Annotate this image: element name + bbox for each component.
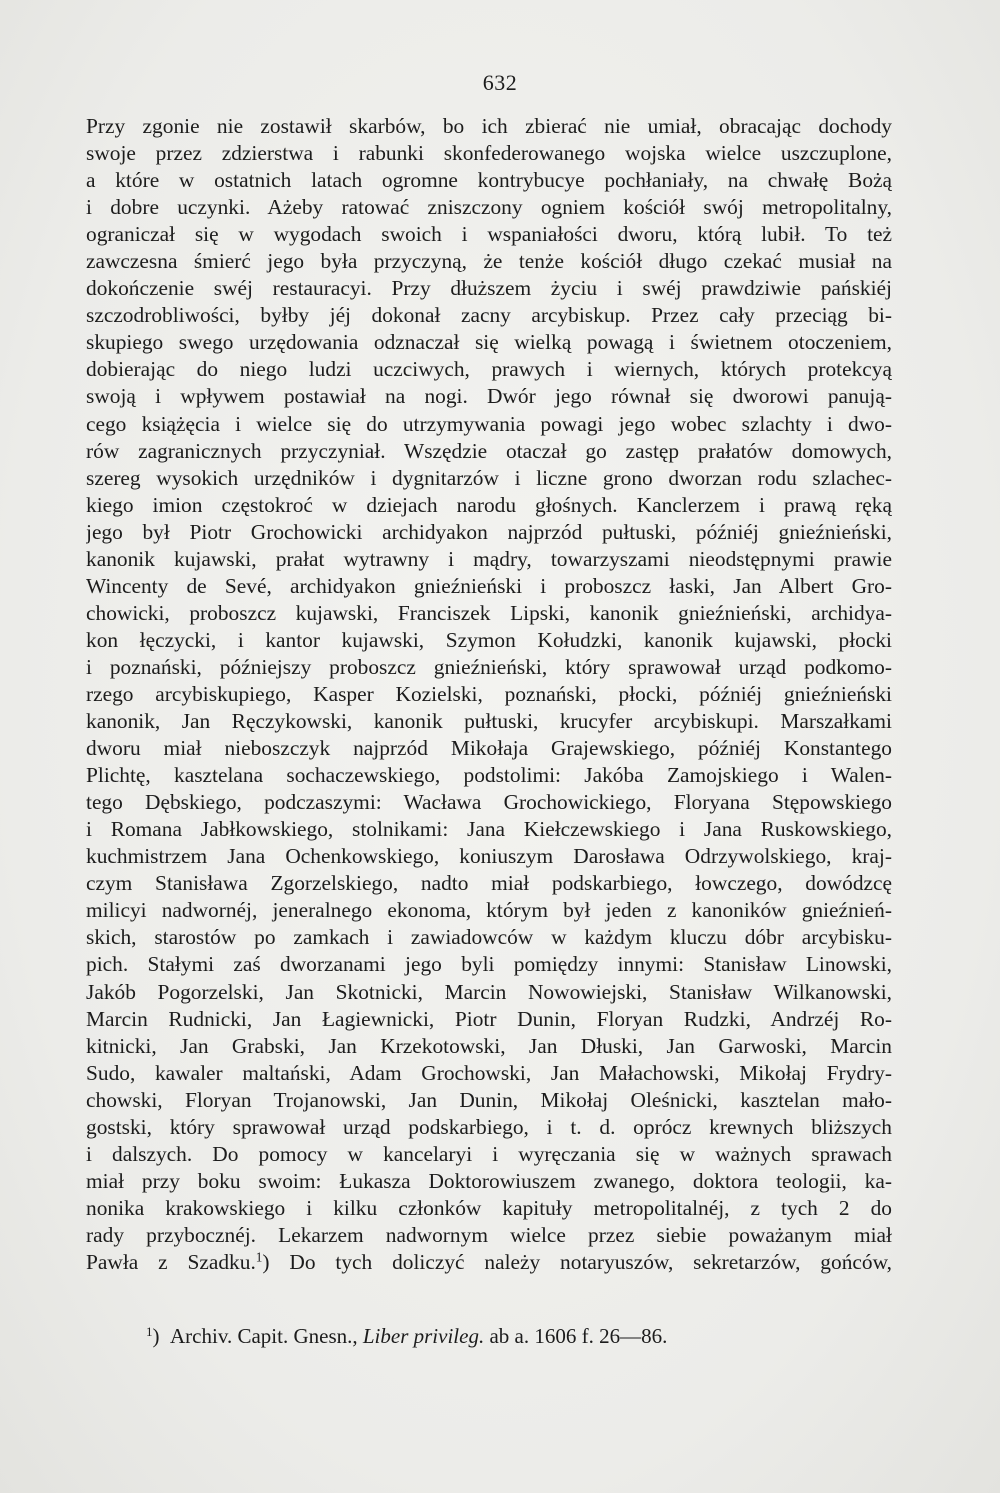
footnote-title: Liber privileg.: [362, 1324, 485, 1348]
footnote: $^1$) Archiv. Capit. Gnesn., Liber privileg. ab a. 1606 f. 26—86.: [146, 1323, 668, 1348]
text-line: zawczesna śmierć jego była przyczyną, że tenże kościół długo czekać musiał na: [86, 249, 892, 274]
footnote-source: Archiv. Capit. Gnesn.,: [170, 1324, 358, 1348]
text-line: kon łęczycki, i kantor kujawski, Szymon Kołudzki, kanonik kujawski, płocki: [86, 627, 892, 652]
text-line: rów zagranicznych przyczyniał. Wszędzie otaczał go zastęp prałatów domowych,: [86, 438, 892, 463]
text-line: swoją i wpływem postawiał na nogi. Dwór jego równał się dworowi panują-: [86, 384, 892, 409]
text-line: i dalszych. Do pomocy w kancelaryi i wyręczania się w ważnych sprawach: [86, 1141, 892, 1166]
text-line: kanonik kujawski, prałat wytrawny i mądry, towarzyszami nieodstępnymi prawie: [86, 546, 892, 571]
text-fragment: Do tych doliczyć należy notaryuszów, sekretarzów, gońców,: [289, 1249, 892, 1274]
text-line: Wincenty de Sevé, archidyakon gnieźnieński i proboszcz łaski, Jan Albert Gro-: [86, 573, 892, 598]
text-line: swoje przez zdzierstwa i rabunki skonfederowanego wojska wielce uszczuplone,: [86, 141, 892, 166]
text-line: cego książęcia i wielce się do utrzymywania powagi jego wobec szlachty i dwo-: [86, 411, 892, 436]
text-line: gostski, który sprawował urząd podskarbiego, i t. d. oprócz krewnych bliższych: [86, 1114, 892, 1139]
text-line: kanonik, Jan Ręczykowski, kanonik pułtuski, krucyfer arcybiskupi. Marszałkami: [86, 709, 892, 734]
text-line: chowicki, proboszcz kujawski, Franciszek Lipski, kanonik gnieźnieński, archidya-: [86, 600, 892, 625]
text-line: czym Stanisława Zgorzelskiego, nadto miał podskarbiego, łowczego, dowódzcę: [86, 871, 892, 896]
body-text: [86, 113, 892, 1276]
text-line: dworu miał nieboszczyk najprzód Mikołaja Grajewskiego, późniéj Konstantego: [86, 736, 892, 761]
text-line: miał przy boku swoim: Łukasza Doktorowiuszem zwanego, doktora teologii, ka-: [86, 1168, 892, 1193]
text-line: ograniczał się w wygodach swoich i wspaniałości dworu, którą lubił. To też: [86, 222, 892, 247]
text-fragment: Pawła z Szadku.: [86, 1249, 256, 1274]
text-line: rzego arcybiskupiego, Kasper Kozielski, poznański, płocki, późniéj gnieźnieński: [86, 681, 892, 706]
text-line: i poznański, późniejszy proboszcz gnieźnieński, który sprawował urząd podkomo-: [86, 654, 892, 679]
text-line: Sudo, kawaler maltański, Adam Grochowski, Jan Małachowski, Mikołaj Frydry-: [86, 1060, 892, 1085]
text-line: a które w ostatnich latach ogromne kontrybucye pochłaniały, na chwałę Bożą: [86, 168, 892, 193]
text-line: kuchmistrzem Jana Ochenkowskiego, koniuszym Darosława Odrzywolskiego, kraj-: [86, 844, 892, 869]
text-line-with-footnote-ref: Pawła z Szadku.$^1$) Do tych doliczyć należy notaryuszów, sekretarzów, gońców,: [86, 1249, 892, 1274]
text-line: dobierając do niego ludzi uczciwych, prawych i wiernych, których protekcyą: [86, 357, 892, 382]
text-line: skich, starostów po zamkach i zawiadowców w każdym kluczu dóbr arcybisku-: [86, 925, 892, 950]
text-line: skupiego swego urzędowania odznaczał się wielką powagą i świetnem otoczeniem,: [86, 330, 892, 355]
text-line: Przy zgonie nie zostawił skarbów, bo ich zbierać nie umiał, obracając dochody: [86, 114, 892, 138]
text-line: milicyi nadwornéj, jeneralnego ekonoma, którym był jeden z kanoników gnieźnień-: [86, 898, 892, 923]
text-line: Plichtę, kasztelana sochaczewskiego, podstolimi: Jakóba Zamojskiego i Walen-: [86, 763, 892, 788]
text-line: i dobre uczynki. Ażeby ratować zniszczony ogniem kościół swój metropolitalny,: [86, 195, 892, 220]
text-line: szczodrobliwości, byłby jéj dokonał zacny arcybiskup. Przez cały przeciąg bi-: [86, 303, 892, 328]
text-line: chowski, Floryan Trojanowski, Jan Dunin, Mikołaj Oleśnicki, kasztelan mało-: [86, 1087, 892, 1112]
footnote-marker: 1: [146, 1323, 153, 1339]
footnote-reference-detail: ab a. 1606 f. 26—86.: [489, 1324, 668, 1348]
text-line: kitnicki, Jan Grabski, Jan Krzekotowski, Jan Dłuski, Jan Garwoski, Marcin: [86, 1033, 892, 1058]
text-line: i Romana Jabłkowskiego, stolnikami: Jana Kiełczewskiego i Jana Ruskowskiego,: [86, 817, 892, 842]
text-line: Marcin Rudnicki, Jan Łagiewnicki, Piotr Dunin, Floryan Rudzki, Andrzéj Ro-: [86, 1006, 892, 1031]
text-line: kiego imion częstokroć w dziejach narodu głośnych. Kanclerzem i prawą ręką: [86, 492, 892, 517]
text-line: tego Dębskiego, podczaszymi: Wacława Grochowickiego, Floryana Stępowskiego: [86, 790, 892, 815]
text-line: dokończenie swéj restauracyi. Przy dłuższem życiu i swéj prawdziwie pańskiéj: [86, 276, 892, 301]
text-line: pich. Stałymi zaś dworzanami jego byli pomiędzy innymi: Stanisław Linowski,: [86, 952, 892, 977]
page-number: 632: [482, 70, 518, 95]
footnote-reference[interactable]: 1: [255, 1249, 263, 1265]
text-line: rady przybocznéj. Lekarzem nadwornym wielce przez siebie poważanym miał: [86, 1222, 892, 1247]
text-line: nonika krakowskiego i kilku członków kapituły metropolitalnéj, z tych 2 do: [86, 1195, 892, 1220]
text-line: szereg wysokich urzędników i dygnitarzów i liczne grono dworzan rodu szlachec-: [86, 465, 892, 490]
text-line: Jakób Pogorzelski, Jan Skotnicki, Marcin Nowowiejski, Stanisław Wilkanowski,: [86, 979, 892, 1004]
text-line: jego był Piotr Grochowicki archidyakon najprzód pułtuski, późniéj gnieźnieński,: [86, 519, 892, 544]
